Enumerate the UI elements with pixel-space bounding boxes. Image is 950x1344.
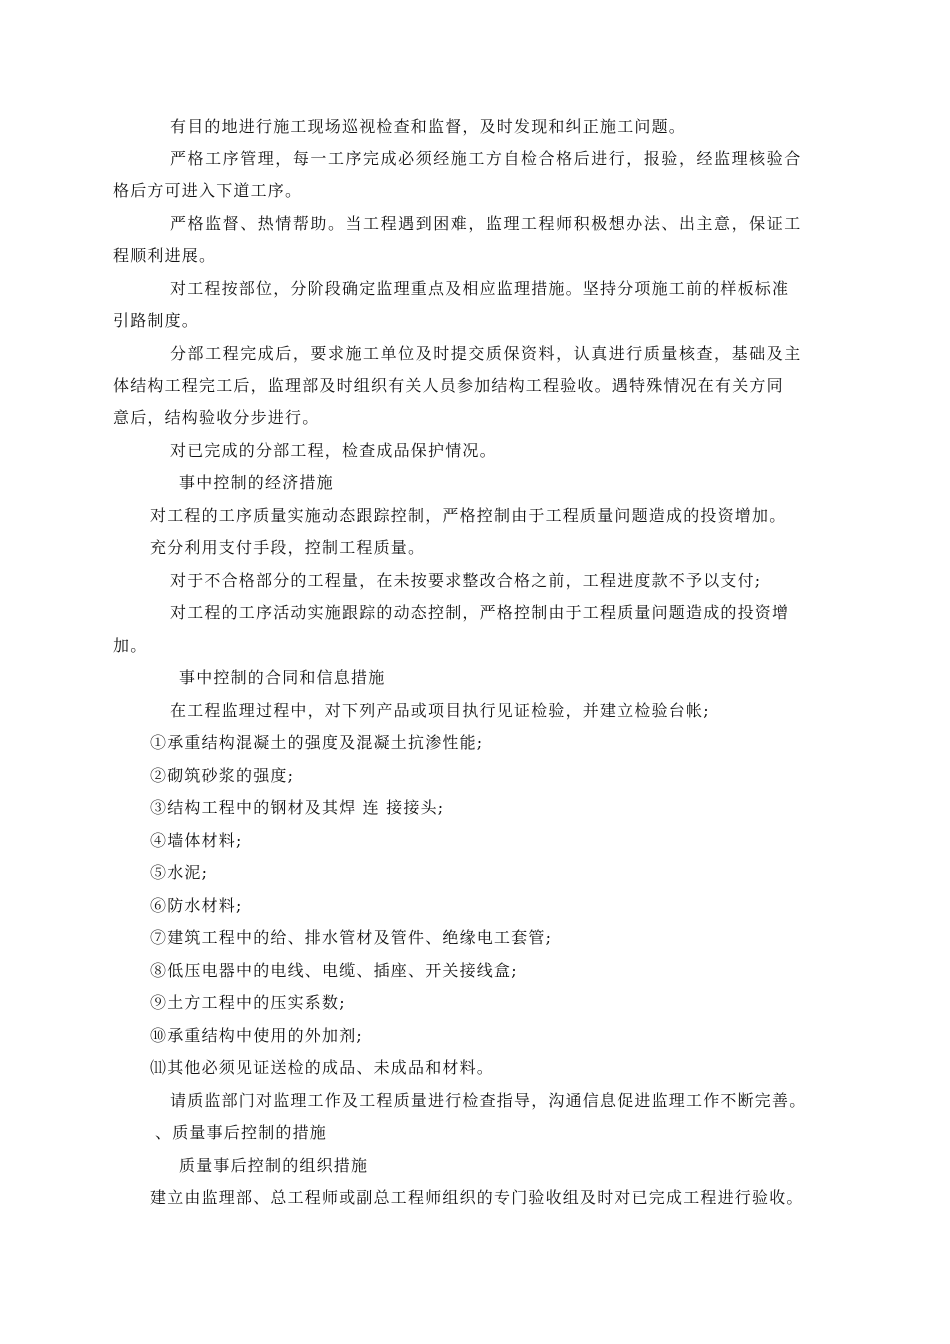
paragraph-line: 有目的地进行施工现场巡视检查和监督，及时发现和纠正施工问题。 xyxy=(170,117,687,136)
section-heading: 质量事后控制的组织措施 xyxy=(179,1156,369,1175)
paragraph-line: 严格工序管理，每一工序完成必须经施工方自检合格后进行，报验，经监理核验合 xyxy=(170,149,802,168)
paragraph-line: 分部工程完成后，要求施工单位及时提交质保资料，认真进行质量核查，基础及主 xyxy=(170,344,802,363)
paragraph-line: 建立由监理部、总工程师或副总工程师组织的专门验收组及时对已完成工程进行验收。 xyxy=(150,1188,804,1207)
list-item: ⑧低压电器中的电线、电缆、插座、开关接线盒; xyxy=(150,961,518,980)
paragraph-line: 体结构工程完工后，监理部及时组织有关人员参加结构工程验收。遇特殊情况在有关方同 xyxy=(113,376,784,395)
list-item: ⑨土方工程中的压实系数; xyxy=(150,993,346,1012)
section-heading: 事中控制的合同和信息措施 xyxy=(179,668,386,687)
section-heading: 事中控制的经济措施 xyxy=(179,473,334,492)
paragraph-line: 格后方可进入下道工序。 xyxy=(113,181,303,200)
paragraph-line: 严格监督、热情帮助。当工程遇到困难，监理工程师积极想办法、出主意，保证工 xyxy=(170,214,802,233)
paragraph-line: 充分利用支付手段，控制工程质量。 xyxy=(150,538,426,557)
paragraph-line: 意后，结构验收分步进行。 xyxy=(113,408,320,427)
list-item: ⑾其他必须见证送检的成品、未成品和材料。 xyxy=(150,1058,495,1077)
list-item: ①承重结构混凝土的强度及混凝土抗渗性能; xyxy=(150,733,484,752)
paragraph-line: 对于不合格部分的工程量，在未按要求整改合格之前，工程进度款不予以支付; xyxy=(170,571,762,590)
paragraph-line: 在工程监理过程中，对下列产品或项目执行见证检验，并建立检验台帐; xyxy=(170,701,710,720)
paragraph-line: 加。 xyxy=(113,636,148,655)
paragraph-line: 请质监部门对监理工作及工程质量进行检查指导，沟通信息促进监理工作不断完善。 xyxy=(170,1091,807,1110)
list-item: ⑦建筑工程中的给、排水管材及管件、绝缘电工套管; xyxy=(150,928,553,947)
list-item: ⑤水泥; xyxy=(150,863,209,882)
paragraph-line: 对工程按部位，分阶段确定监理重点及相应监理措施。坚持分项施工前的样板标准 xyxy=(170,279,790,298)
section-heading: 、质量事后控制的措施 xyxy=(155,1123,328,1142)
paragraph-line: 引路制度。 xyxy=(113,311,200,330)
list-item: ③结构工程中的钢材及其焊 连 接接头; xyxy=(150,798,445,817)
paragraph-line: 程顺利进展。 xyxy=(113,246,217,265)
list-item: ④墙体材料; xyxy=(150,831,243,850)
list-item: ⑩承重结构中使用的外加剂; xyxy=(150,1026,363,1045)
paragraph-line: 对工程的工序活动实施跟踪的动态控制，严格控制由于工程质量问题造成的投资增 xyxy=(170,603,790,622)
list-item: ②砌筑砂浆的强度; xyxy=(150,766,295,785)
paragraph-line: 对已完成的分部工程，检查成品保护情况。 xyxy=(170,441,497,460)
paragraph-line: 对工程的工序质量实施动态跟踪控制，严格控制由于工程质量问题造成的投资增加。 xyxy=(150,506,787,525)
list-item: ⑥防水材料; xyxy=(150,896,243,915)
